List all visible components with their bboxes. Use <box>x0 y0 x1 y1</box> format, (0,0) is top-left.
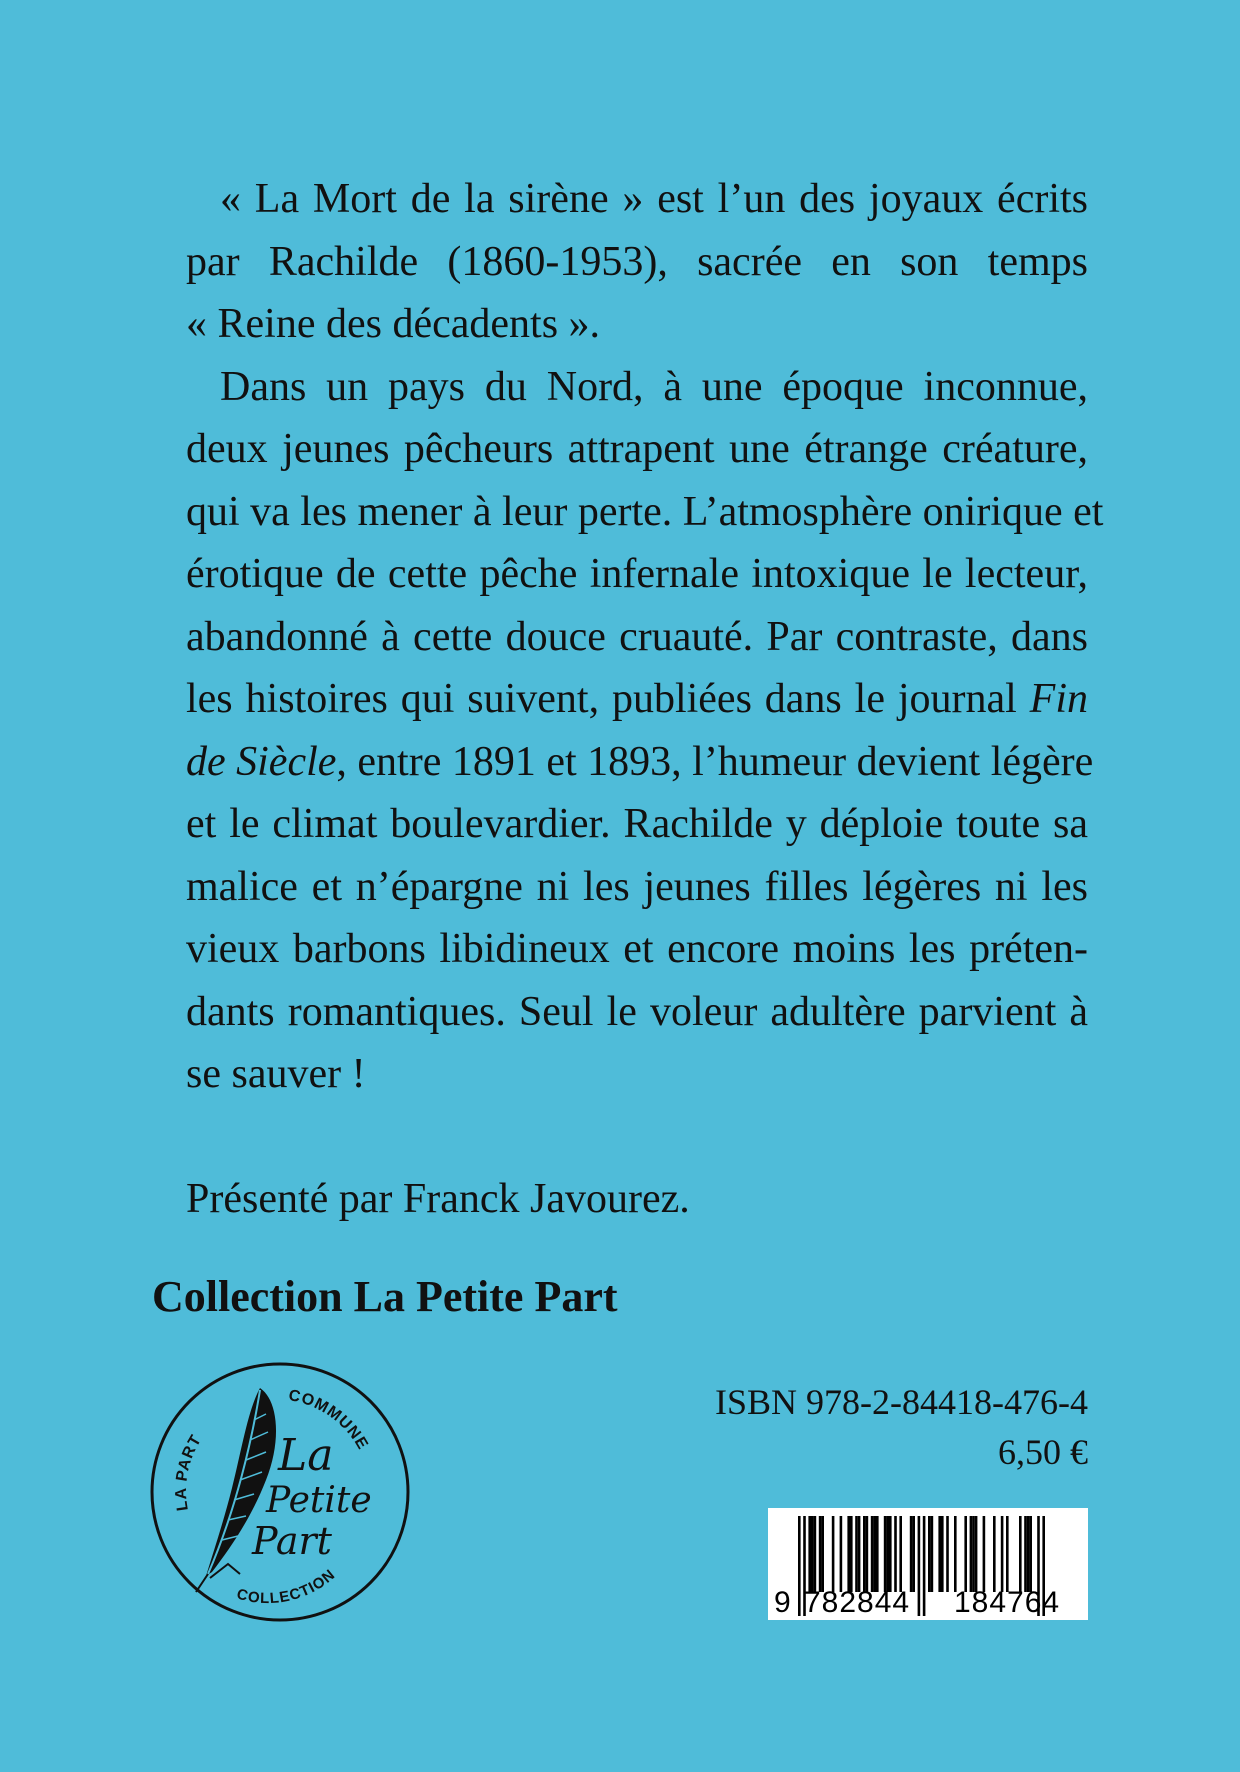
barcode-bar <box>876 1516 879 1592</box>
barcode-bar <box>931 1516 934 1592</box>
barcode-bar <box>889 1516 892 1592</box>
barcode-bar <box>993 1516 996 1592</box>
barcode-bar <box>923 1516 926 1616</box>
blurb-line: « La Mort de la sirène » est l’un des joyaux écrits <box>220 176 1088 222</box>
blurb-line: abandonné à cette douce cruauté. Par contraste, dans <box>186 613 1088 660</box>
barcode-bar <box>975 1516 978 1592</box>
barcode-bar <box>871 1516 874 1592</box>
barcode-bar <box>972 1516 975 1592</box>
barcode-bar <box>964 1516 967 1592</box>
barcode-bar <box>866 1516 869 1592</box>
barcode-bar <box>899 1516 902 1592</box>
blurb-line: « Reine des décadents ». <box>186 301 601 347</box>
blurb-line: malice et n’épargne ni les jeunes filles légères ni les <box>186 863 1088 910</box>
blurb-paragraph-2 <box>152 356 1104 1106</box>
barcode-bar <box>1024 1516 1027 1592</box>
blurb <box>152 168 1104 1106</box>
barcode-bar <box>1001 1516 1004 1592</box>
barcode-bar <box>912 1516 915 1592</box>
svg-text:LA PART <box>173 1432 205 1512</box>
barcode-bar <box>819 1516 822 1592</box>
barcode-bar <box>847 1516 850 1592</box>
barcode-bar <box>798 1516 801 1616</box>
barcode-bar <box>1029 1516 1032 1592</box>
price: 6,50 € <box>998 1432 1088 1472</box>
barcode-bar <box>941 1516 944 1592</box>
barcode-bar <box>863 1516 866 1592</box>
barcode-bar <box>970 1516 973 1592</box>
collection-logo <box>148 1360 412 1624</box>
barcode-bar <box>811 1516 814 1592</box>
barcode-bar <box>808 1516 811 1592</box>
barcode-bar <box>928 1516 931 1592</box>
barcode-bar <box>840 1516 843 1592</box>
barcode-bar <box>886 1516 889 1592</box>
blurb-line: Dans un pays du Nord, à une époque inconnue, <box>220 363 1088 410</box>
logo-script-part: Part <box>252 1519 332 1563</box>
barcode-right-group: 184764 <box>954 1586 1061 1619</box>
isbn: ISBN 978-2-84418-476-4 <box>715 1382 1088 1422</box>
barcode-bar <box>821 1516 824 1592</box>
blurb-line: par Rachilde (1860-1953), sacrée en son temps <box>186 238 1088 285</box>
barcode-bar <box>894 1516 897 1592</box>
blurb-line-text: les histoires qui suivent, publiées dans le journal <box>186 676 1030 722</box>
blurb-line-text: , entre 1891 et 1893, l’humeur devient légère <box>336 738 1094 785</box>
barcode-left-group: 782844 <box>804 1586 911 1619</box>
barcode-bar <box>1019 1516 1022 1592</box>
barcode-bar <box>832 1516 835 1592</box>
barcode-bar <box>983 1516 986 1592</box>
barcode-bar <box>873 1516 876 1592</box>
barcode-bar <box>918 1516 921 1616</box>
blurb-line: qui va les mener à leur perte. L’atmosphère onirique et <box>186 488 1104 535</box>
barcode-bar <box>946 1516 949 1592</box>
collection-title: Collection La Petite Part <box>152 1272 618 1321</box>
barcode-bar <box>814 1516 817 1592</box>
logo-arc-top-left: LA PART <box>172 1431 206 1512</box>
barcode-bar <box>858 1516 861 1592</box>
barcode-bar <box>954 1516 957 1592</box>
journal-title-part1: Fin <box>1029 676 1088 722</box>
logo-script-la: La <box>278 1430 334 1481</box>
barcode-bar <box>938 1516 941 1592</box>
logo-seal-icon <box>148 1360 412 1624</box>
barcode-bar <box>1027 1516 1030 1592</box>
logo-script-petite: Petite <box>266 1480 372 1521</box>
blurb-line: dants romantiques. Seul le voleur adultère parvient à <box>186 988 1088 1035</box>
barcode-bar <box>910 1516 913 1592</box>
blurb-line: vieux barbons libidineux et encore moins les préten- <box>186 926 1088 972</box>
logo-arc-top-right: COMMUNE <box>287 1387 372 1453</box>
blurb-paragraph-1 <box>152 168 1088 356</box>
barcode-bar <box>1006 1516 1009 1592</box>
barcode-bar <box>884 1516 887 1592</box>
blurb-line: érotique de cette pêche infernale intoxique le lecteur, <box>186 551 1088 597</box>
barcode-first-digit: 9 <box>774 1586 791 1619</box>
blurb-line-with-italic <box>152 731 1094 794</box>
presenter-credit: Présenté par Franck Javourez. <box>186 1176 690 1222</box>
barcode-bar <box>850 1516 853 1592</box>
blurb-line: se sauver ! <box>186 1051 366 1097</box>
barcode-bar <box>855 1516 858 1592</box>
blurb-line: et le climat boulevardier. Rachilde y déploie toute sa <box>186 801 1088 847</box>
blurb-line: deux jeunes pêcheurs attrapent une étrange créature, <box>186 426 1088 472</box>
svg-text:COLLECTION <box>235 1566 339 1607</box>
journal-title-part2: de Siècle <box>186 738 337 785</box>
blurb-line-with-italic <box>152 668 1088 731</box>
logo-arc-bottom: COLLECTION <box>234 1565 339 1608</box>
